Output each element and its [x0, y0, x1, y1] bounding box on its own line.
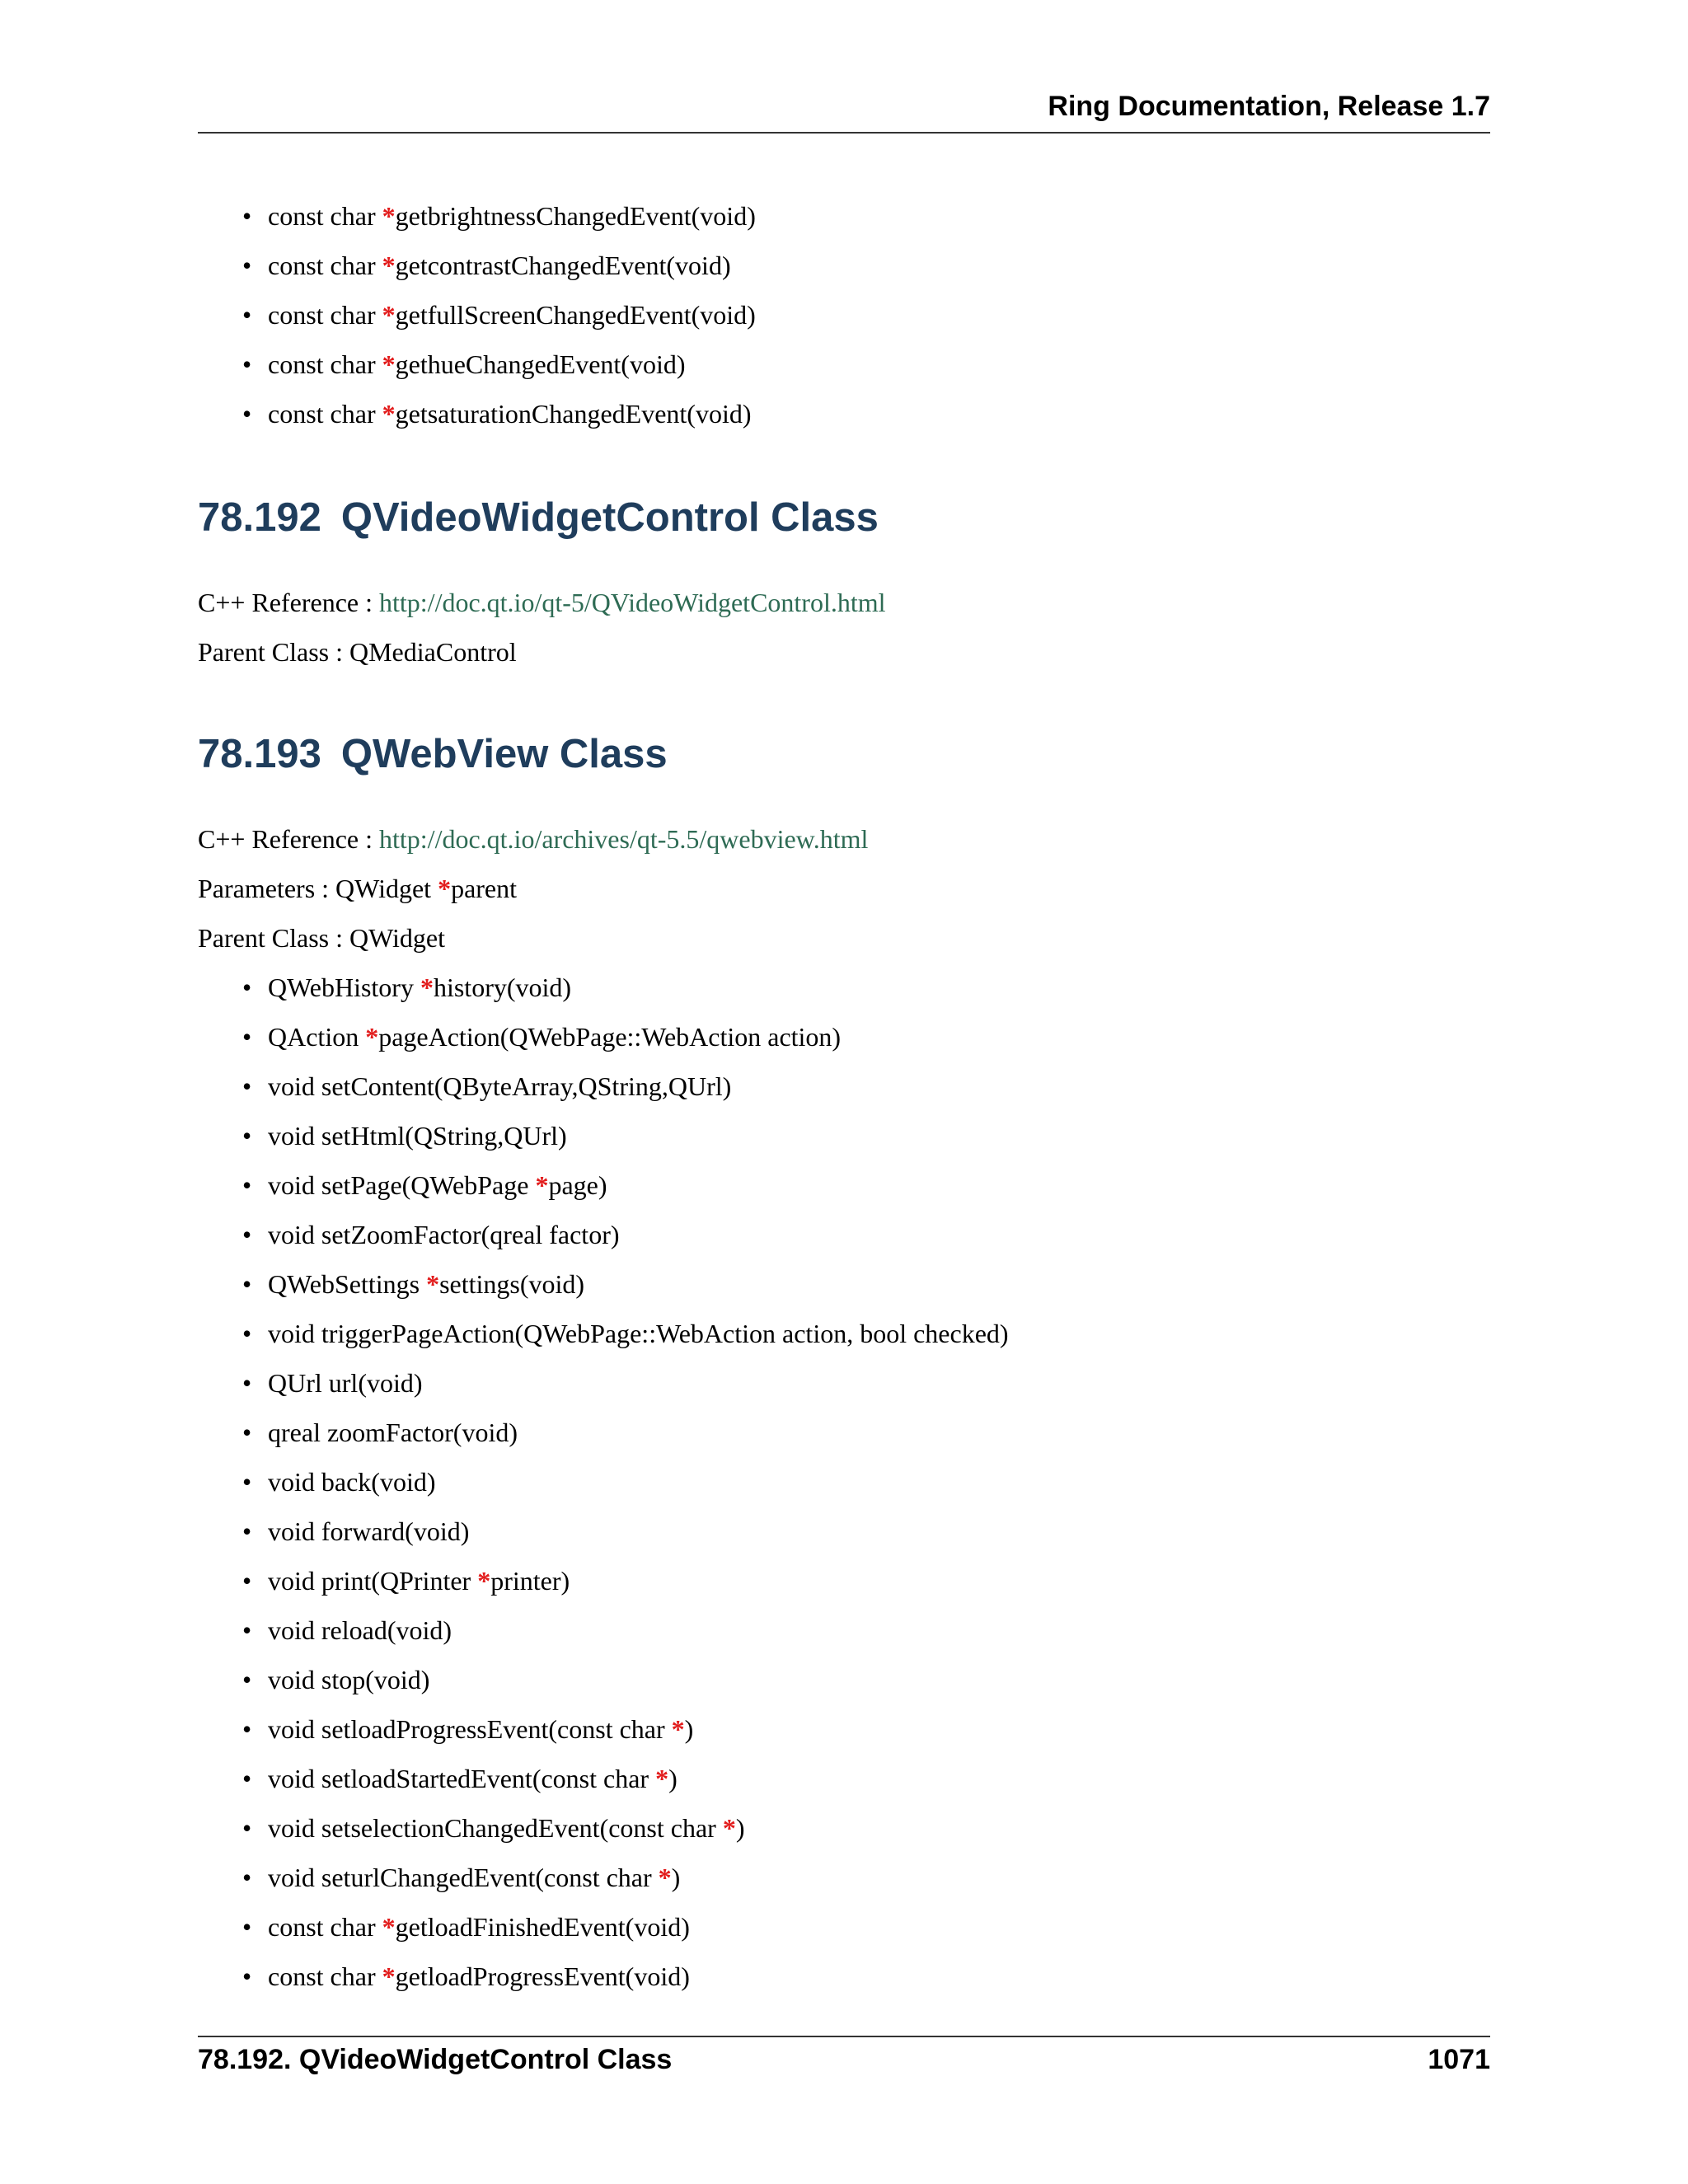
item-prefix: const char [268, 251, 382, 280]
pointer-star: * [426, 1269, 440, 1299]
item-prefix: void back(void) [268, 1467, 436, 1497]
pointer-star: * [382, 300, 396, 330]
pointer-star: * [382, 1961, 396, 1991]
pointer-star: * [671, 1714, 685, 1744]
pointer-star: * [655, 1764, 669, 1793]
item-prefix: QWebHistory [268, 972, 420, 1002]
item-prefix: const char [268, 300, 382, 330]
item-prefix: void stop(void) [268, 1665, 430, 1694]
pointer-star: * [382, 349, 396, 379]
bullet-icon: • [242, 1516, 252, 1546]
list-item [239, 241, 756, 290]
item-prefix: void setselectionChangedEvent(const char [268, 1813, 723, 1843]
pointer-star: * [722, 1813, 736, 1843]
pointer-star: * [382, 399, 396, 429]
item-suffix: getsaturationChangedEvent(void) [395, 399, 752, 429]
bullet-icon: • [242, 1269, 252, 1299]
item-prefix: void print(QPrinter [268, 1566, 478, 1596]
qwebview-methods-list [239, 963, 1009, 2001]
item-suffix: ) [735, 1813, 745, 1843]
list-item [239, 1012, 1009, 1062]
cpp-reference-qvideowidgetcontrol [198, 578, 886, 627]
list-item [239, 1062, 1009, 1111]
list-item [239, 1111, 1009, 1160]
list-item [239, 1952, 1009, 2001]
item-suffix: gethueChangedEvent(void) [395, 349, 686, 379]
bullet-icon: • [242, 1764, 252, 1793]
item-suffix: printer) [490, 1566, 570, 1596]
page-number: 1071 [1428, 2044, 1490, 2075]
item-prefix: void setloadProgressEvent(const char [268, 1714, 672, 1744]
pointer-star: * [535, 1170, 549, 1200]
reference-link[interactable]: http://doc.qt.io/qt-5/QVideoWidgetControl.html [379, 588, 886, 617]
reference-label: C++ Reference : [198, 824, 379, 854]
item-prefix: void reload(void) [268, 1615, 452, 1645]
list-item [239, 1160, 1009, 1210]
pointer-star: * [382, 201, 396, 231]
bullet-icon: • [242, 1368, 252, 1398]
list-item [239, 1754, 1009, 1803]
bullet-icon: • [242, 251, 252, 280]
page-header [198, 91, 1490, 134]
parameters-prefix: QWidget [335, 874, 438, 903]
list-item [239, 1853, 1009, 1902]
bullet-icon: • [242, 972, 252, 1002]
item-prefix: void seturlChangedEvent(const char [268, 1863, 659, 1892]
cpp-reference-qwebview [198, 814, 868, 864]
item-prefix: qreal zoomFactor(void) [268, 1418, 518, 1447]
item-suffix: getfullScreenChangedEvent(void) [395, 300, 756, 330]
bullet-icon: • [242, 1319, 252, 1348]
parent-class-qwebview [198, 913, 445, 963]
list-item [239, 1507, 1009, 1556]
bullet-icon: • [242, 201, 252, 231]
item-prefix: void triggerPageAction(QWebPage::WebAction action, bool checked) [268, 1319, 1009, 1348]
list-item [239, 1358, 1009, 1408]
bullet-icon: • [242, 399, 252, 429]
bullet-icon: • [242, 1220, 252, 1249]
item-prefix: const char [268, 201, 382, 231]
bullet-icon: • [242, 1961, 252, 1991]
section-title: QVideoWidgetControl Class [340, 495, 879, 540]
item-suffix: ) [671, 1863, 681, 1892]
item-suffix: pageAction(QWebPage::WebAction action) [378, 1022, 842, 1052]
section-number: 78.193 [198, 732, 321, 776]
section-heading-qvideowidgetcontrol [198, 493, 879, 542]
list-item [239, 290, 756, 340]
pointer-star: * [477, 1566, 491, 1596]
list-item [239, 1309, 1009, 1358]
list-item [239, 1704, 1009, 1754]
item-prefix: const char [268, 1961, 382, 1991]
item-prefix: void setContent(QByteArray,QString,QUrl) [268, 1071, 732, 1101]
list-item [239, 1457, 1009, 1507]
item-prefix: void setZoomFactor(qreal factor) [268, 1220, 620, 1249]
item-suffix: ) [684, 1714, 694, 1744]
item-suffix: page) [548, 1170, 607, 1200]
list-item [239, 191, 756, 241]
item-prefix: void forward(void) [268, 1516, 470, 1546]
pointer-star: * [382, 251, 396, 280]
section-number: 78.192 [198, 495, 321, 540]
pointer-star: * [382, 1912, 396, 1942]
section-title: QWebView Class [340, 732, 668, 776]
list-item [239, 1803, 1009, 1853]
item-prefix: void setPage(QWebPage [268, 1170, 536, 1200]
bullet-icon: • [242, 1714, 252, 1744]
item-suffix: getloadFinishedEvent(void) [395, 1912, 690, 1942]
bullet-icon: • [242, 1071, 252, 1101]
parent-label: Parent Class : [198, 923, 349, 953]
parent-value: QWidget [349, 923, 445, 953]
item-prefix: const char [268, 1912, 382, 1942]
pointer-star: * [365, 1022, 379, 1052]
item-prefix: const char [268, 399, 382, 429]
item-prefix: QUrl url(void) [268, 1368, 423, 1398]
parameters-label: Parameters : [198, 874, 336, 903]
list-item [239, 340, 756, 389]
item-suffix: settings(void) [439, 1269, 585, 1299]
bullet-icon: • [242, 1863, 252, 1892]
bullet-icon: • [242, 1022, 252, 1052]
item-prefix: void setloadStartedEvent(const char [268, 1764, 656, 1793]
list-item [239, 1259, 1009, 1309]
item-suffix: getcontrastChangedEvent(void) [395, 251, 731, 280]
bullet-icon: • [242, 1170, 252, 1200]
pointer-star: * [438, 874, 452, 903]
bullet-icon: • [242, 1813, 252, 1843]
section-heading-qwebview [198, 729, 668, 779]
bullet-icon: • [242, 1566, 252, 1596]
event-getter-list [239, 191, 756, 438]
list-item [239, 1902, 1009, 1952]
list-item [239, 1605, 1009, 1655]
list-item [239, 1556, 1009, 1605]
pointer-star: * [658, 1863, 672, 1892]
parent-class-qvideowidgetcontrol [198, 627, 517, 677]
reference-link[interactable]: http://doc.qt.io/archives/qt-5.5/qwebview.html [379, 824, 869, 854]
bullet-icon: • [242, 1615, 252, 1645]
item-suffix: getbrightnessChangedEvent(void) [395, 201, 756, 231]
bullet-icon: • [242, 349, 252, 379]
document-title: Ring Documentation, Release 1.7 [1048, 91, 1490, 122]
page-footer [198, 2036, 1490, 2075]
list-item [239, 1655, 1009, 1704]
bullet-icon: • [242, 1121, 252, 1151]
footer-section-title: 78.192. QVideoWidgetControl Class [198, 2044, 673, 2075]
bullet-icon: • [242, 1418, 252, 1447]
list-item [239, 389, 756, 438]
list-item [239, 1210, 1009, 1259]
reference-label: C++ Reference : [198, 588, 379, 617]
item-prefix: QAction [268, 1022, 366, 1052]
item-prefix: const char [268, 349, 382, 379]
bullet-icon: • [242, 1467, 252, 1497]
pointer-star: * [420, 972, 434, 1002]
item-prefix: void setHtml(QString,QUrl) [268, 1121, 567, 1151]
list-item [239, 963, 1009, 1012]
bullet-icon: • [242, 300, 252, 330]
parent-label: Parent Class : [198, 637, 349, 667]
parent-value: QMediaControl [349, 637, 517, 667]
bullet-icon: • [242, 1665, 252, 1694]
item-suffix: ) [668, 1764, 678, 1793]
parameters-suffix: parent [451, 874, 518, 903]
list-item [239, 1408, 1009, 1457]
parameters-qwebview [198, 864, 517, 913]
bullet-icon: • [242, 1912, 252, 1942]
item-prefix: QWebSettings [268, 1269, 427, 1299]
item-suffix: getloadProgressEvent(void) [395, 1961, 690, 1991]
item-suffix: history(void) [433, 972, 572, 1002]
